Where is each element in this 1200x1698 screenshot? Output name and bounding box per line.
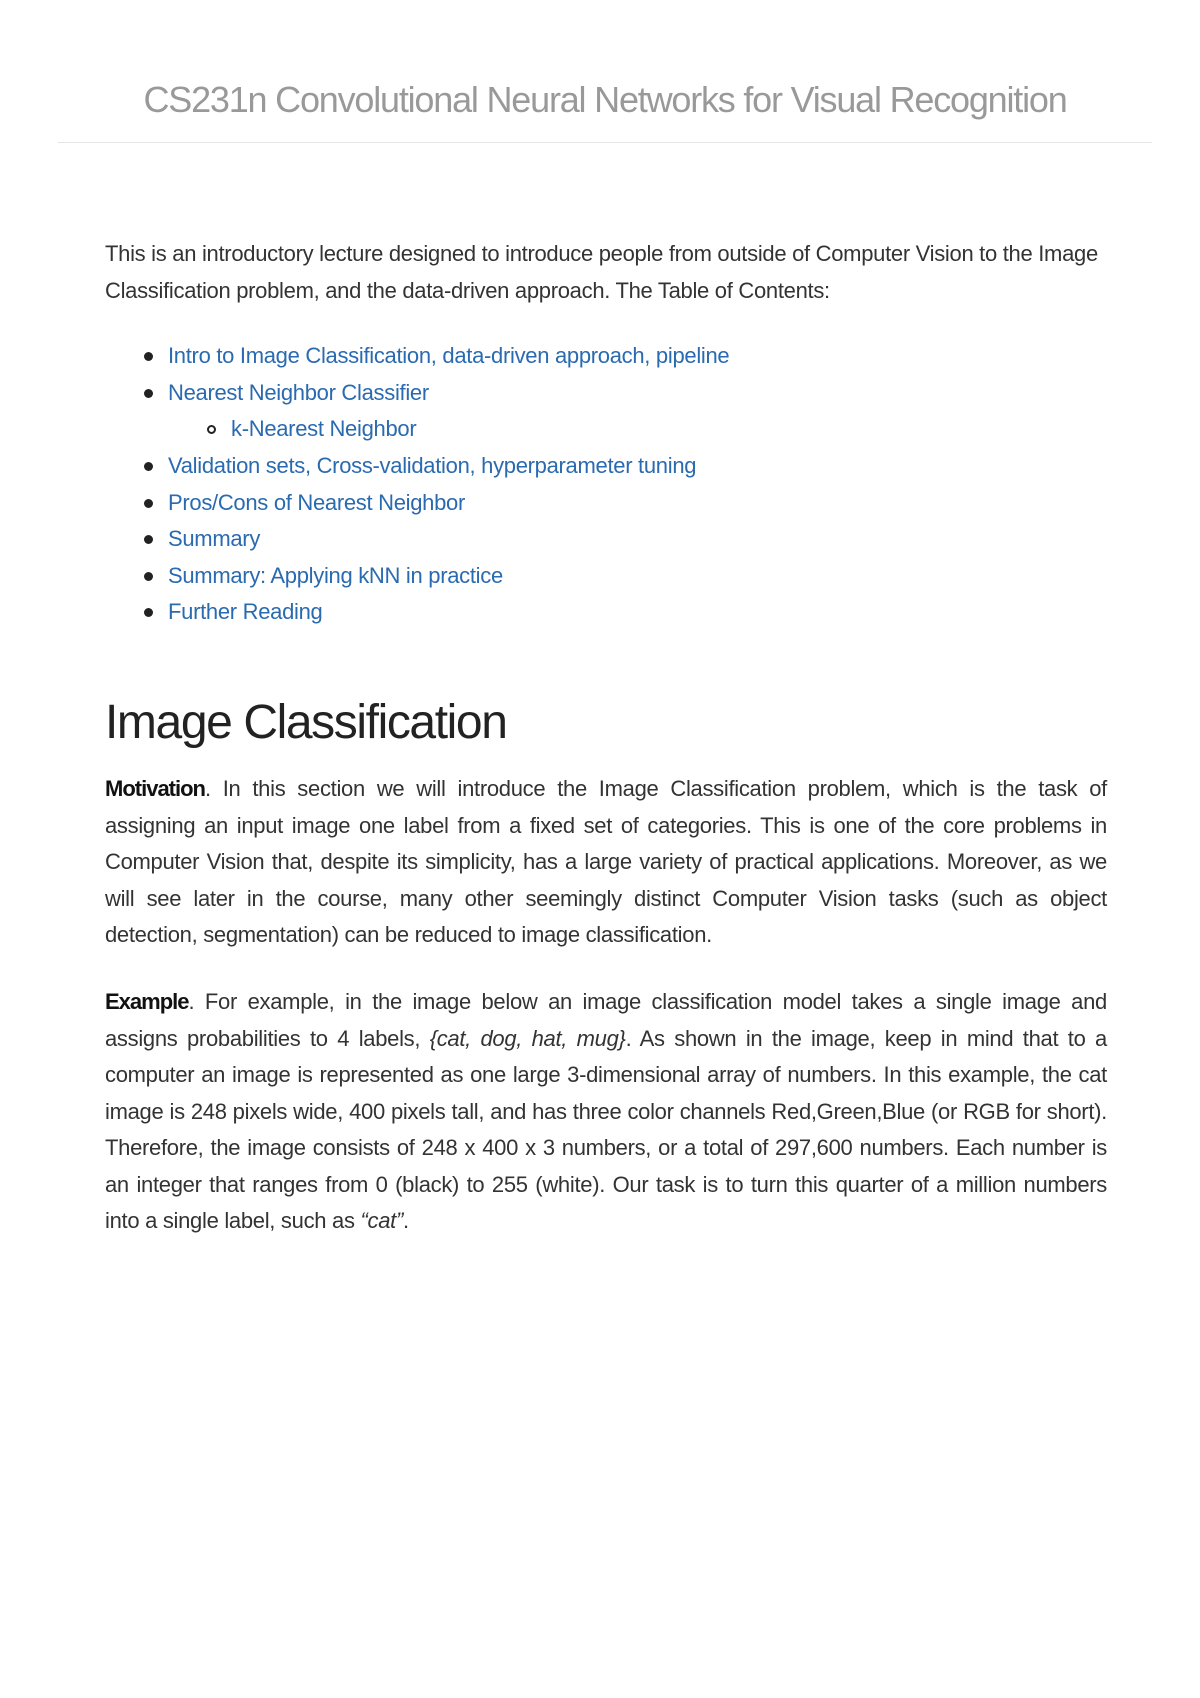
motivation-paragraph xyxy=(105,771,1107,954)
toc-link-pros-cons[interactable]: Pros/Cons of Nearest Neighbor xyxy=(168,489,466,515)
cat-label: “cat” xyxy=(360,1208,403,1234)
toc-link-intro[interactable]: Intro to Image Classification, data-driven approach, pipeline xyxy=(168,343,730,369)
toc-link-nearest-neighbor[interactable]: Nearest Neighbor Classifier xyxy=(168,379,429,405)
section-heading: Image Classification xyxy=(105,695,507,749)
main-content xyxy=(105,236,1107,1240)
toc-item-knn xyxy=(168,411,1107,448)
motivation-label: Motivation xyxy=(105,775,205,801)
toc-item-nn xyxy=(168,375,1107,412)
bullet-icon xyxy=(144,572,153,581)
site-header xyxy=(58,0,1152,143)
toc-link-summary-knn[interactable]: Summary: Applying kNN in practice xyxy=(168,562,503,588)
hollow-bullet-icon xyxy=(207,425,216,434)
toc-item-proscons xyxy=(168,485,1107,522)
toc-item-validation xyxy=(168,448,1107,485)
example-text-3: . xyxy=(402,1208,409,1234)
bullet-icon xyxy=(144,389,153,398)
toc-link-summary[interactable]: Summary xyxy=(168,526,261,552)
example-paragraph xyxy=(105,984,1107,1240)
labels-set: {cat, dog, hat, mug} xyxy=(429,1025,626,1051)
example-text-2: . As shown in the image, keep in mind that to a computer an image is represented as one large 3-dimensional array of numbers. In this example, the cat image is 248 pixels wide, 400 pixels tall, and has three color channels Red,Green,Blue (or RGB for short). Therefore, the image consists of 248 x 400 x 3 numbers, or a total of 297,600 numbers. Each number is an integer that ranges from 0 (black) to 255 (white). Our task is to turn this quarter of a million numbers into a single label, such as xyxy=(105,1025,1107,1234)
example-text-1: . For example, in the image below an image classification model takes a single image and assigns probabilities to 4 labels, xyxy=(105,988,1107,1051)
toc-item-intro xyxy=(168,338,1107,375)
toc-item-summary xyxy=(168,521,1107,558)
bullet-icon xyxy=(144,535,153,544)
motivation-text: . In this section we will introduce the Image Classification problem, which is the task of assigning an input image one label from a fixed set of categories. This is one of the core problems in Computer Vision that, despite its simplicity, has a large variety of practical applications. Moreover, as we will see later in the course, many other seemingly distinct Computer Vision tasks (such as object detection, segmentation) can be reduced to image classification. xyxy=(105,775,1107,948)
bullet-icon xyxy=(144,499,153,508)
toc-item-further-reading xyxy=(168,594,1107,631)
toc-item-summary-knn xyxy=(168,558,1107,595)
site-title-link[interactable]: CS231n Convolutional Neural Networks for Visual Recognition xyxy=(143,79,1067,120)
bullet-icon xyxy=(144,608,153,617)
example-label: Example xyxy=(105,988,189,1014)
bullet-icon xyxy=(144,462,153,471)
toc-link-further-reading[interactable]: Further Reading xyxy=(168,599,323,625)
bullet-icon xyxy=(144,352,153,361)
toc-link-knn[interactable]: k-Nearest Neighbor xyxy=(231,416,417,442)
intro-paragraph: This is an introductory lecture designed to introduce people from outside of Computer Vision to the Image Classification problem, and the data-driven approach. The Table of Contents: xyxy=(105,241,1098,303)
table-of-contents xyxy=(105,338,1107,631)
toc-link-validation[interactable]: Validation sets, Cross-validation, hyperparameter tuning xyxy=(168,452,697,478)
